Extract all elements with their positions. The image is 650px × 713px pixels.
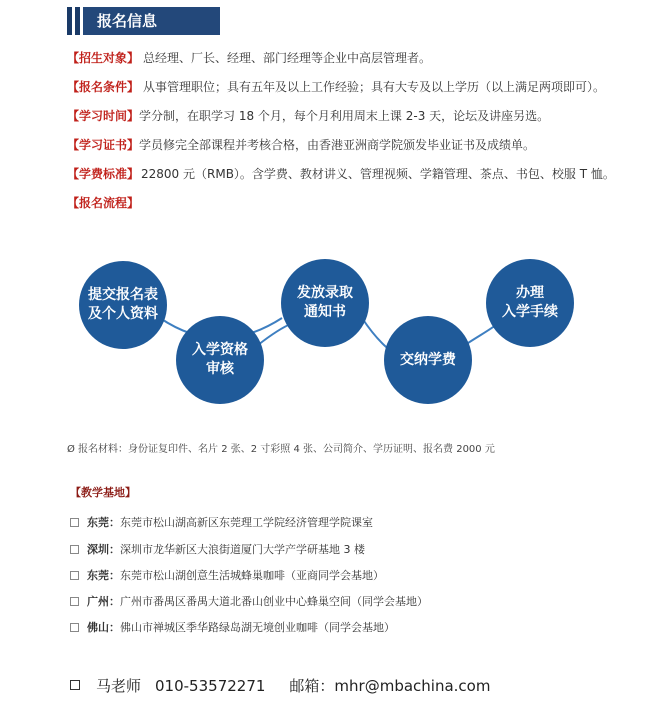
email-label: 邮箱： — [289, 677, 335, 695]
base-city: 东莞： — [87, 569, 120, 582]
info-text: 从事管理职位；具有五年及以上工作经验；具有大专及以上学历（以上满足两项即可）。 — [143, 80, 606, 94]
base-address: 佛山市禅城区季华路绿岛湖无境创业咖啡（同学会基地） — [120, 621, 395, 634]
base-city: 广州： — [87, 595, 120, 608]
contact-phone: 010-53572271 — [155, 677, 266, 695]
bullet-box-icon — [70, 545, 79, 554]
info-text: 总经理、厂长、经理、部门经理等企业中高层管理者。 — [143, 51, 432, 65]
step-line: 通知书 — [304, 304, 346, 320]
step-line: 及个人资料 — [88, 306, 158, 322]
info-label: 【学习证书】 — [67, 138, 140, 152]
step-line: 入学手续 — [502, 304, 558, 320]
info-label: 【学习时间】 — [67, 109, 140, 123]
step-line: 交纳学费 — [400, 351, 456, 368]
contact-email[interactable]: mhr@mbachina.com — [334, 677, 491, 695]
base-address: 东莞市松山湖高新区东莞理工学院经济管理学院课室 — [120, 516, 373, 529]
info-label: 【招生对象】 — [67, 51, 140, 65]
info-text: 学员修完全部课程并考核合格，由香港亚洲商学院颁发毕业证书及成绩单。 — [139, 138, 536, 152]
base-address: 广州市番禺区番禺大道北番山创业中心蜂巢空间（同学会基地） — [120, 595, 428, 608]
flow-step-review — [176, 316, 264, 404]
info-text: 22800 元（RMB）。含学费、教材讲义、管理视频、学籍管理、茶点、书包、校服 T 恤。 — [141, 167, 615, 181]
base-item — [70, 619, 395, 635]
step-line: 办理 — [516, 285, 544, 301]
bullet-box-icon — [70, 571, 79, 580]
info-label: 【报名流程】 — [67, 196, 140, 210]
base-city: 佛山： — [87, 621, 120, 634]
flow-step-enroll — [486, 259, 574, 347]
step-line: 提交报名表 — [88, 287, 158, 303]
contact-line — [70, 675, 490, 696]
materials-note: Ø 报名材料：身份证复印件、名片 2 张、2 寸彩照 4 张、公司简介、学历证明、报名费 2000 元 — [67, 444, 495, 455]
section-title: 报名信息 — [83, 7, 220, 35]
base-address: 深圳市龙华新区大浪街道厦门大学产学研基地 3 楼 — [120, 543, 365, 556]
info-label: 【报名条件】 — [67, 80, 140, 94]
bases-title: 【教学基地】 — [70, 486, 136, 499]
flow-step-admission — [281, 259, 369, 347]
flow-step-payment — [384, 316, 472, 404]
bullet-box-icon — [70, 680, 80, 690]
bullet-box-icon — [70, 623, 79, 632]
step-line: 发放录取 — [297, 285, 353, 301]
base-item — [70, 514, 373, 530]
base-item — [70, 541, 365, 557]
step-line: 审核 — [206, 361, 234, 377]
bullet-box-icon — [70, 518, 79, 527]
info-label: 【学费标准】 — [67, 167, 140, 181]
flow-step-submit — [79, 261, 167, 349]
contact-name: 马老师 — [96, 677, 142, 695]
bullet-box-icon — [70, 597, 79, 606]
base-address: 东莞市松山湖创意生活城蜂巢咖啡（亚商同学会基地） — [120, 569, 384, 582]
info-text: 学分制，在职学习 18 个月，每个月利用周末上课 2-3 天，论坛及讲座另选。 — [139, 109, 550, 123]
base-city: 东莞： — [87, 516, 120, 529]
step-line: 入学资格 — [192, 342, 248, 358]
base-item — [70, 593, 428, 609]
base-city: 深圳： — [87, 543, 120, 556]
base-item — [70, 567, 384, 583]
